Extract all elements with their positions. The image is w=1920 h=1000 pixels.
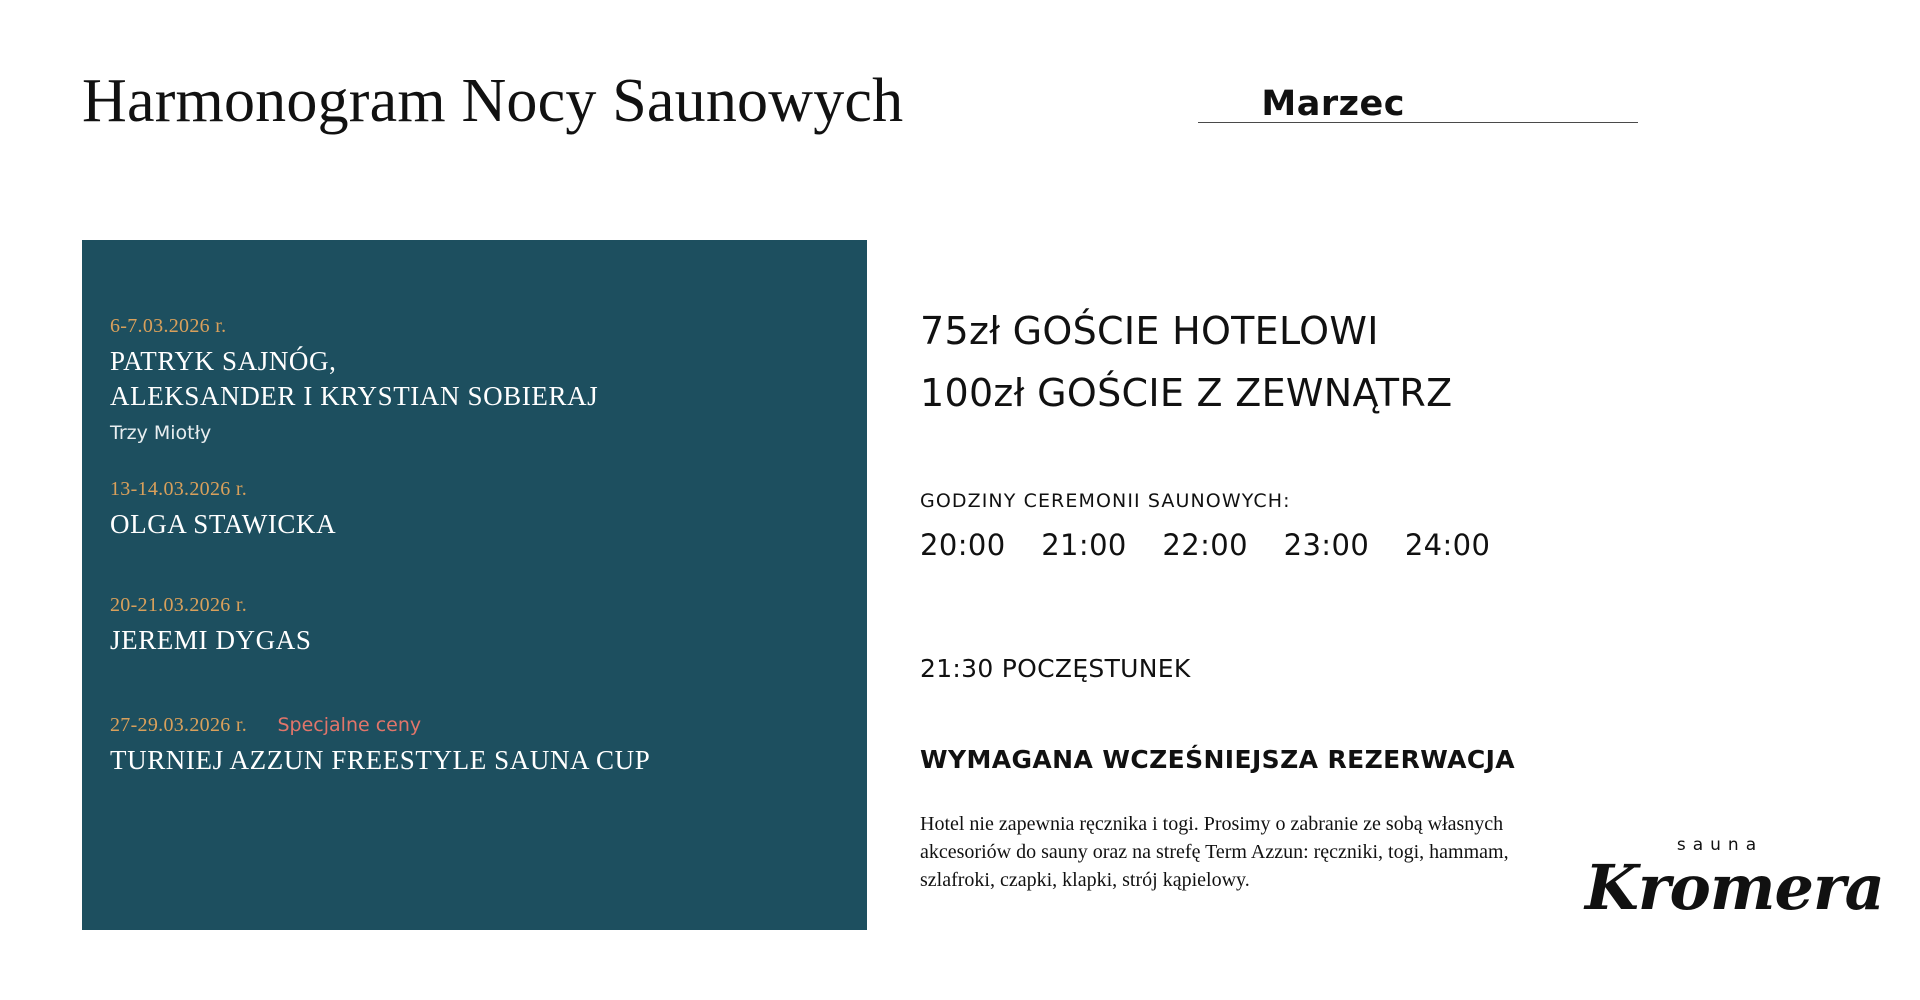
brand-logo: [1585, 835, 1884, 924]
event-subtitle: Trzy Miotły: [110, 422, 212, 444]
list-item: [110, 714, 840, 778]
event-dateline: [110, 478, 840, 501]
snack-time: 21:30 POCZĘSTUNEK: [920, 654, 1191, 683]
event-name: TURNIEJ AZZUN FREESTYLE SAUNA CUP: [110, 745, 651, 775]
event-dateline: [110, 594, 840, 617]
ceremony-hour: 23:00: [1283, 528, 1370, 562]
list-item: [110, 315, 840, 444]
event-name: JEREMI DYGAS: [110, 625, 312, 655]
event-dateline: [110, 714, 840, 737]
logo-main-text: Kromera: [1585, 851, 1884, 924]
page-title: Harmonogram Nocy Saunowych: [82, 67, 904, 135]
schedule-list: [110, 315, 840, 808]
ceremony-hour: 22:00: [1162, 528, 1248, 562]
ceremony-hour: 20:00: [920, 528, 1006, 562]
list-item: [110, 594, 840, 658]
event-dateline: [110, 315, 840, 338]
ceremony-hour: 24:00: [1404, 528, 1491, 562]
event-date: 13-14.03.2026 r.: [110, 478, 248, 500]
event-name: OLGA STAWICKA: [110, 509, 337, 539]
ceremony-hours-label: GODZINY CEREMONII SAUNOWYCH:: [920, 490, 1291, 512]
event-date: 27-29.03.2026 r.: [110, 714, 248, 736]
list-item: [110, 478, 840, 542]
event-date: 20-21.03.2026 r.: [110, 594, 248, 616]
event-name-line: ALEKSANDER I KRYSTIAN SOBIERAJ: [110, 381, 599, 411]
ceremony-hour: 21:00: [1041, 528, 1127, 562]
logo-top-text: sauna: [1676, 835, 1764, 855]
month-label: Marzec: [1261, 84, 1405, 124]
event-date: 6-7.03.2026 r.: [110, 315, 227, 337]
price-external-guests: 100zł GOŚCIE Z ZEWNĄTRZ: [920, 371, 1453, 415]
event-name-line: PATRYK SAJNÓG,: [110, 346, 337, 376]
page-header: [0, 62, 1920, 142]
event-note-badge: Specjalne ceny: [277, 714, 422, 736]
schedule-panel: [82, 240, 867, 930]
reservation-notice: WYMAGANA WCZEŚNIEJSZA REZERWACJA: [920, 745, 1516, 774]
price-hotel-guests: 75zł GOŚCIE HOTELOWI: [920, 309, 1379, 353]
info-column: [920, 300, 1860, 894]
disclaimer-text: Hotel nie zapewnia ręcznika i togi. Prosimy o zabranie ze sobą własnych akcesoriów do sauny oraz na strefę Term Azzun: ręczniki, togi, hammam, szlafroki, czapki, klapki, strój kąpielowy.: [920, 813, 1509, 891]
event-name: [110, 344, 840, 414]
ceremony-hours-list: [920, 528, 1860, 562]
